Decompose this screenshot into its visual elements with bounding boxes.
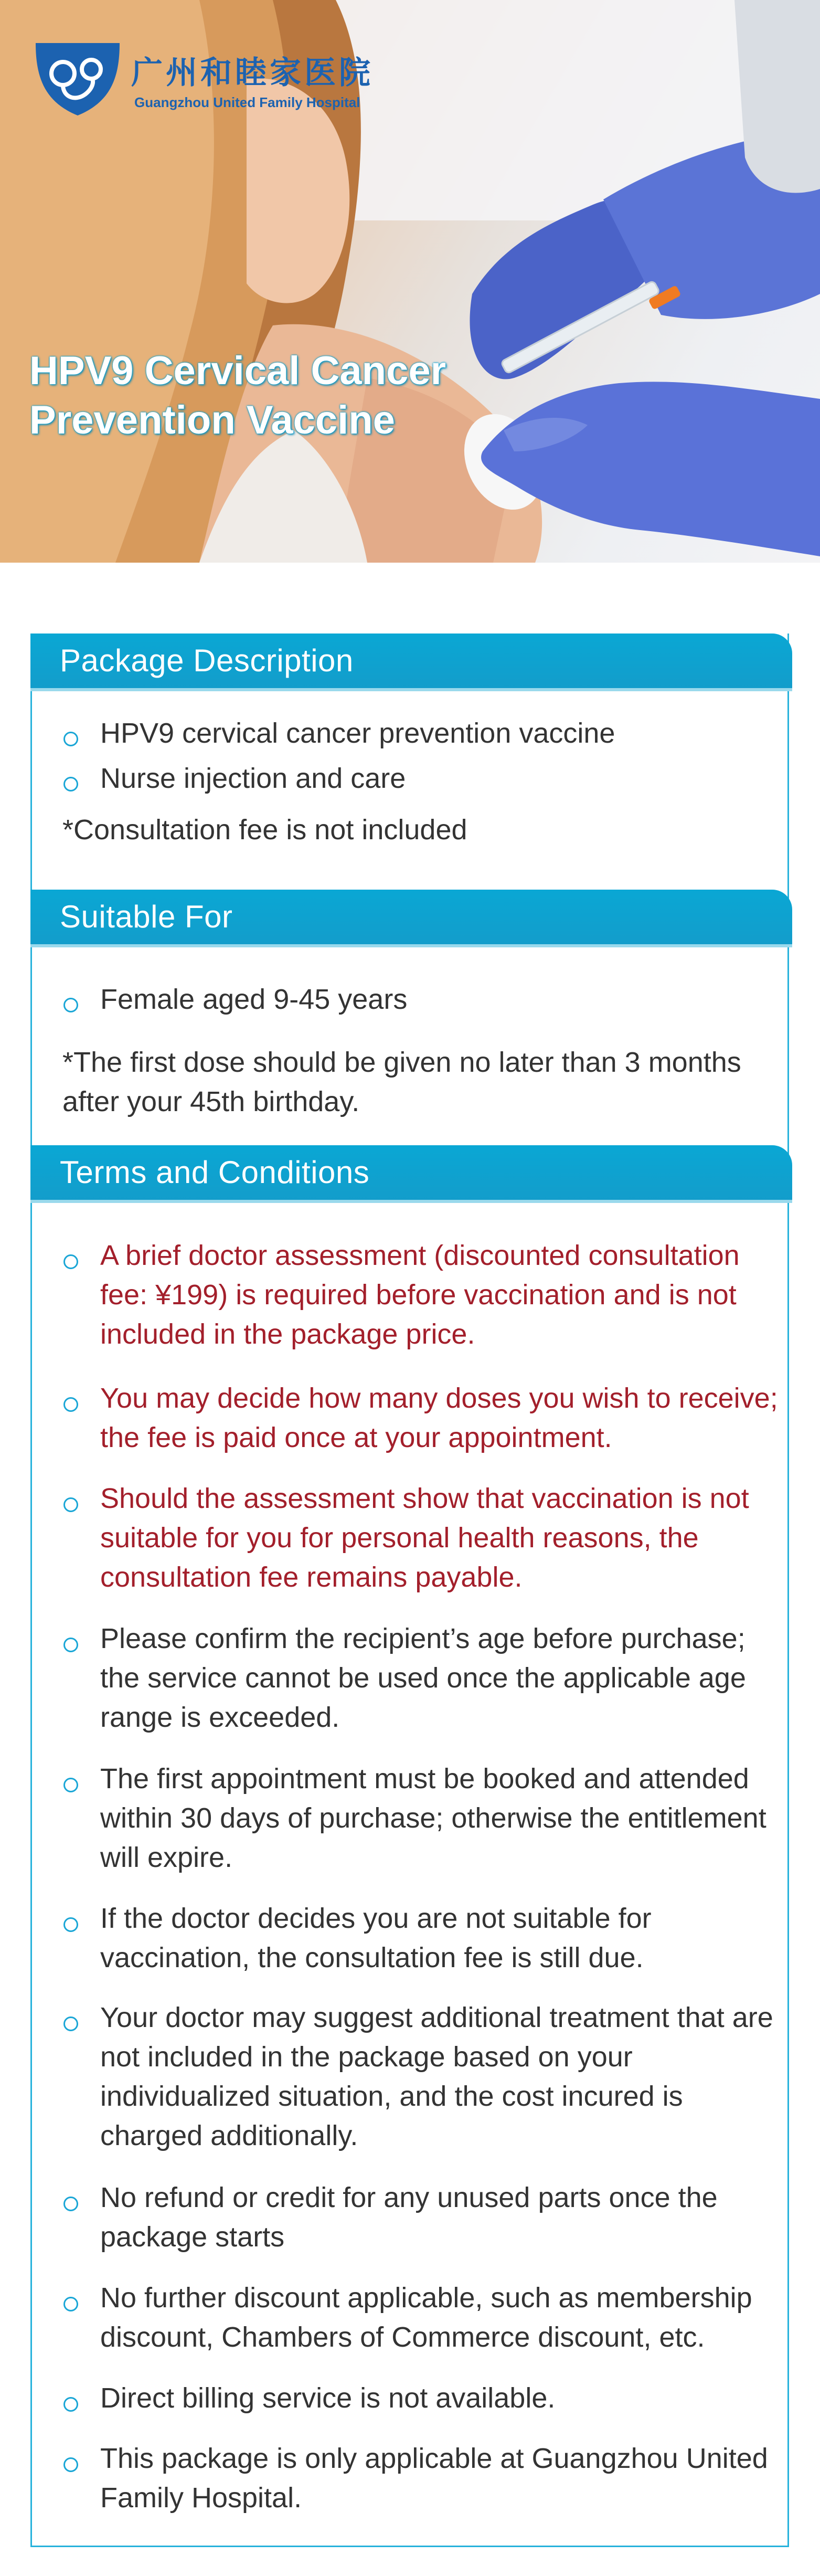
- term-item: Should the assessment show that vaccination is not suitable for you for personal health reasons, the consultation fee remains payable.: [100, 1483, 749, 1593]
- bullet-icon: [63, 2017, 78, 2031]
- list-item: Female aged 9-45 years: [100, 984, 408, 1015]
- term-item: Direct billing service is not available.: [100, 2382, 556, 2414]
- bullet-icon: [63, 2457, 78, 2472]
- bullet-icon: [63, 2197, 78, 2211]
- logo-shield-icon: [33, 40, 123, 119]
- hero-banner: [0, 0, 820, 563]
- term-item: The first appointment must be booked and attended within 30 days of purchase; otherwise the entitlement will expire.: [100, 1763, 766, 1873]
- term-item: This package is only applicable at Guangzhou United Family Hospital.: [100, 2443, 768, 2514]
- term-item: A brief doctor assessment (discounted consultation fee: ¥199) is required before vaccination and is not included in the package price.: [100, 1240, 740, 1350]
- hospital-logo: [33, 40, 400, 119]
- list-item: HPV9 cervical cancer prevention vaccine: [100, 717, 615, 749]
- bullet-icon: [63, 2297, 78, 2311]
- package-card: [30, 634, 789, 2547]
- bullet-icon: [63, 732, 78, 746]
- logo-english-name: Guangzhou United Family Hospital: [134, 94, 360, 110]
- bullet-icon: [63, 1397, 78, 1412]
- bullet-icon: [63, 1254, 78, 1269]
- list-item: Nurse injection and care: [100, 763, 406, 794]
- bullet-icon: [63, 1638, 78, 1652]
- bullet-icon: [63, 998, 78, 1012]
- bullet-icon: [63, 1778, 78, 1792]
- logo-chinese-name: 广州和睦家医院: [131, 55, 374, 91]
- bullet-icon: [63, 1917, 78, 1932]
- page-title-line-1: HPV9 Cervical Cancer: [29, 349, 446, 393]
- term-item: If the doctor decides you are not suitable for vaccination, the consultation fee is still due.: [100, 1903, 652, 1973]
- term-item: You may decide how many doses you wish to receive; the fee is paid once at your appointment.: [100, 1382, 778, 1453]
- page-title: [29, 346, 446, 445]
- term-item: No refund or credit for any unused parts once the package starts: [100, 2182, 718, 2253]
- bullet-icon: [63, 2397, 78, 2412]
- term-item: No further discount applicable, such as membership discount, Chambers of Commerce discount, etc.: [100, 2282, 752, 2353]
- consultation-note: *Consultation fee is not included: [62, 814, 467, 846]
- bullet-icon: [63, 777, 78, 791]
- section-header-package-description: Package Description: [30, 634, 792, 688]
- bullet-icon: [63, 1497, 78, 1512]
- page-title-line-2: Prevention Vaccine: [29, 398, 395, 442]
- term-item: Your doctor may suggest additional treatment that are not included in the package based on your individualized situation, and the cost incured is charged additionally.: [100, 2002, 773, 2151]
- first-dose-note: *The first dose should be given no later than 3 months after your 45th birthday.: [62, 1047, 741, 1117]
- section-header-terms: Terms and Conditions: [30, 1145, 792, 1200]
- term-item: Please confirm the recipient’s age before purchase; the service cannot be used once the applicable age range is exceeded.: [100, 1623, 746, 1733]
- section-header-suitable-for: Suitable For: [30, 890, 792, 944]
